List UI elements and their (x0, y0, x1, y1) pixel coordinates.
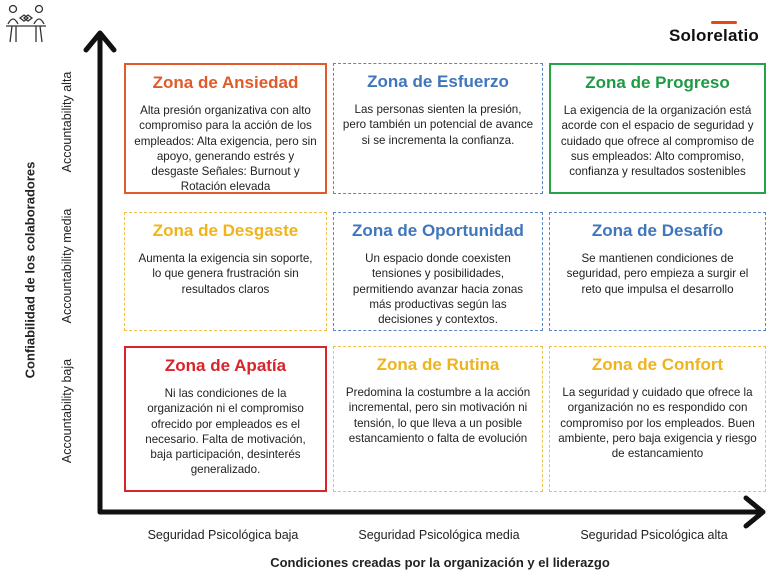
zone-confort (549, 346, 766, 492)
zone-desafio (549, 212, 766, 331)
zone-description: Ni las condiciones de la organización ni el compromiso ofrecido por empleados es el necesario. Falta de motivación, baja participación, desinterés generalizado. (145, 387, 306, 477)
zone-description: Un espacio donde coexisten tensiones y posibilidades, permitiendo avanzar hacia zonas más productivas según las decisiones y contextos. (352, 252, 524, 327)
x-axis-label: Condiciones creadas por la organización y el liderazgo (270, 555, 610, 570)
zone-title: Zona de Rutina (376, 355, 500, 374)
zone-apatia (124, 346, 327, 492)
zone-title: Zona de Esfuerzo (367, 72, 509, 91)
zone-description: La exigencia de la organización está acorde con el espacio de seguridad y cuidado que ofrece al compromiso de sus empleados: Alto compromiso, confianza y resultados sostenibles (560, 104, 755, 179)
zone-desgaste (124, 212, 327, 331)
brand-name: Solorelatio (668, 26, 759, 45)
zone-title: Zona de Ansiedad (152, 73, 299, 92)
zone-ansiedad (124, 63, 327, 194)
zone-description: Se mantienen condiciones de seguridad, pero empieza a surgir el reto que impulsa el desarrollo (566, 252, 749, 296)
zone-rutina (333, 346, 543, 492)
column-label-medium: Seguridad Psicológica media (358, 528, 520, 542)
zone-description: Aumenta la exigencia sin soporte, lo que genera frustración sin resultados claros (138, 252, 313, 296)
zone-title: Zona de Confort (591, 355, 724, 374)
column-label-high: Seguridad Psicológica alta (580, 528, 728, 542)
zone-description: La seguridad y cuidado que ofrece la organización no es respondido con compromiso por los empleados. Buen ambiente, pero baja exigencia y riesgo de estancamiento (558, 386, 757, 461)
zone-title: Zona de Apatía (164, 356, 287, 375)
zone-title: Zona de Desgaste (152, 221, 299, 240)
zone-esfuerzo (333, 63, 543, 194)
zone-title: Zona de Desafío (591, 221, 724, 240)
zone-progreso (549, 63, 766, 194)
zone-title: Zona de Oportunidad (352, 221, 524, 240)
zone-title: Zona de Progreso (585, 73, 730, 92)
zone-description: Predomina la costumbre a la acción incremental, pero sin motivación ni tensión, lo que lleva a un posible estancamiento o falta de evolución (345, 386, 531, 445)
zone-description: Las personas sienten la presión, pero también un potencial de avance si se incrementa la confianza. (342, 103, 534, 147)
column-label-low: Seguridad Psicológica baja (147, 528, 299, 542)
zone-description: Alta presión organizativa con alto compromiso para la acción de los empleados: Alta exigencia, pero sin apoyo, generando estrés y desgaste Señales: Burnout y Rotación elevada (134, 104, 317, 194)
zone-oportunidad (333, 212, 543, 331)
